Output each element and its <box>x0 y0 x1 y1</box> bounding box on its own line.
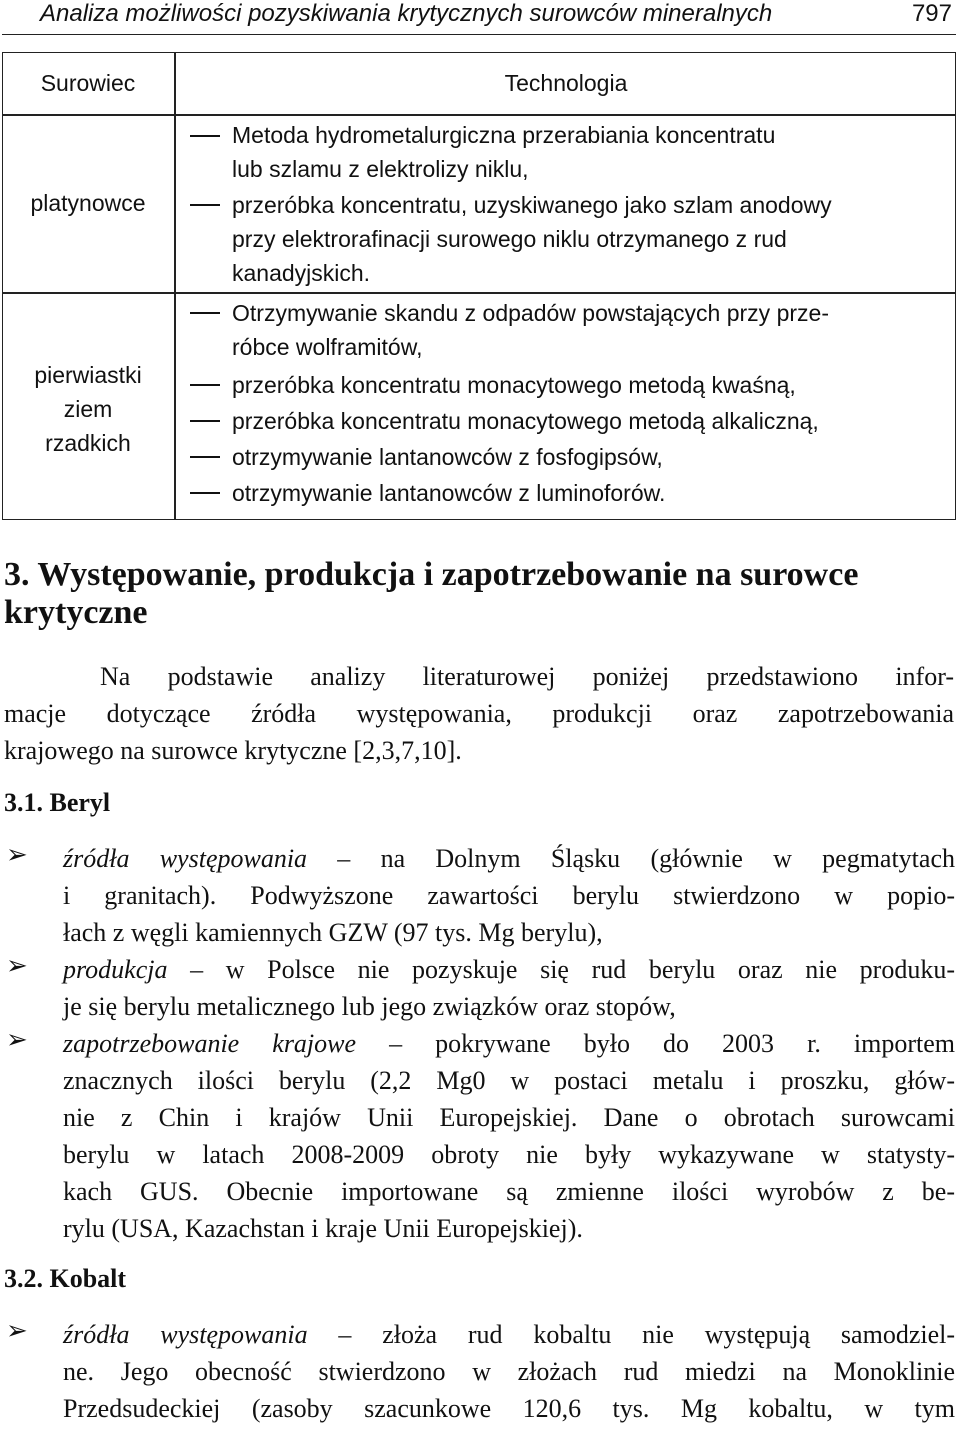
table-header-technologia: Technologia <box>504 70 628 96</box>
table-column-divider <box>174 52 176 520</box>
section-heading: 3. Występowanie, produkcja i zapotrzebowanie na surowce krytyczne <box>4 556 859 631</box>
list-item-beryl-demand: zapotrzebowanie krajowe – pokrywane było do 2003 r. importem znacznych ilości berylu (2,2 Mg0 w postaci metalu i proszku, głów- nie z Chin i krajów Unii Europejskiej. Dane o obrotach surowcami berylu w latach 2008-2009 obroty nie były wykazywane w statysty- kach GUS. Obecnie importowane są zmienne ilości wyrobów z be- rylu (USA, Kazachstan i kraje Unii Europejskiej). <box>63 1029 955 1243</box>
table-cell-surowiec: platynowce <box>30 190 146 216</box>
intro-paragraph: Na podstawie analizy literaturowej poniżej przedstawiono infor- macje dotyczące źródła występowania, produkcji oraz zapotrzebowania krajowego na surowce krytyczne [2,3,7,10]. <box>4 662 954 765</box>
table-list-item: otrzymywanie lantanowców z luminoforów. <box>232 480 666 506</box>
table-list-item: otrzymywanie lantanowców z fosfogipsów, <box>232 444 663 470</box>
running-title: Analiza możliwości pozyskiwania krytycznych surowców mineralnych <box>40 0 773 27</box>
em-dash-icon <box>190 135 220 137</box>
em-dash-icon <box>190 420 220 422</box>
list-item-kobalt-sources: źródła występowania – złoża rud kobaltu nie występują samodziel- ne. Jego obecność stwierdzono w złożach rud miedzi na Monoklinie Przedsudeckiej (zasoby szacunkowe 120,6 tys. Mg kobaltu, w tym <box>63 1320 955 1423</box>
subsection-heading-beryl: 3.1. Beryl <box>4 788 111 817</box>
page-number: 797 <box>911 0 952 27</box>
table-list-item: Otrzymywanie skandu z odpadów powstających przy prze- róbce wolframitów, <box>232 300 829 360</box>
arrow-bullet-icon: ➢ <box>6 1025 28 1055</box>
subsection-heading-kobalt: 3.2. Kobalt <box>4 1264 127 1293</box>
table-list-item: przeróbka koncentratu monacytowego metodą kwaśną, <box>232 372 796 398</box>
arrow-bullet-icon: ➢ <box>6 840 28 870</box>
table-cell-surowiec: pierwiastki ziem rzadkich <box>34 362 142 456</box>
arrow-bullet-icon: ➢ <box>6 1316 28 1346</box>
list-item-beryl-production: produkcja – w Polsce nie pozyskuje się rud berylu oraz nie produku- je się berylu metalicznego lub jego związków oraz stopów, <box>63 955 955 1021</box>
em-dash-icon <box>190 384 220 386</box>
table-header-divider <box>2 114 956 116</box>
running-header <box>2 0 956 35</box>
list-item-beryl-sources: źródła występowania – na Dolnym Śląsku (głównie w pegmatytach i granitach). Podwyższone zawartości berylu stwierdzono w popio- łach z węgli kamiennych GZW (97 tys. Mg berylu), <box>63 844 955 947</box>
em-dash-icon <box>190 204 220 206</box>
em-dash-icon <box>190 312 220 314</box>
table-list-item: Metoda hydrometalurgiczna przerabiania koncentratu lub szlamu z elektrolizy niklu, <box>232 122 776 182</box>
table-list-item: przeróbka koncentratu, uzyskiwanego jako szlam anodowy przy elektrorafinacji surowego niklu otrzymanego z rud kanadyjskich. <box>232 192 832 286</box>
em-dash-icon <box>190 492 220 494</box>
em-dash-icon <box>190 456 220 458</box>
technology-table <box>2 52 956 520</box>
table-list-item: przeróbka koncentratu monacytowego metodą alkaliczną, <box>232 408 819 434</box>
table-row-divider <box>2 292 956 294</box>
table-header-surowiec: Surowiec <box>40 70 136 96</box>
arrow-bullet-icon: ➢ <box>6 951 28 981</box>
